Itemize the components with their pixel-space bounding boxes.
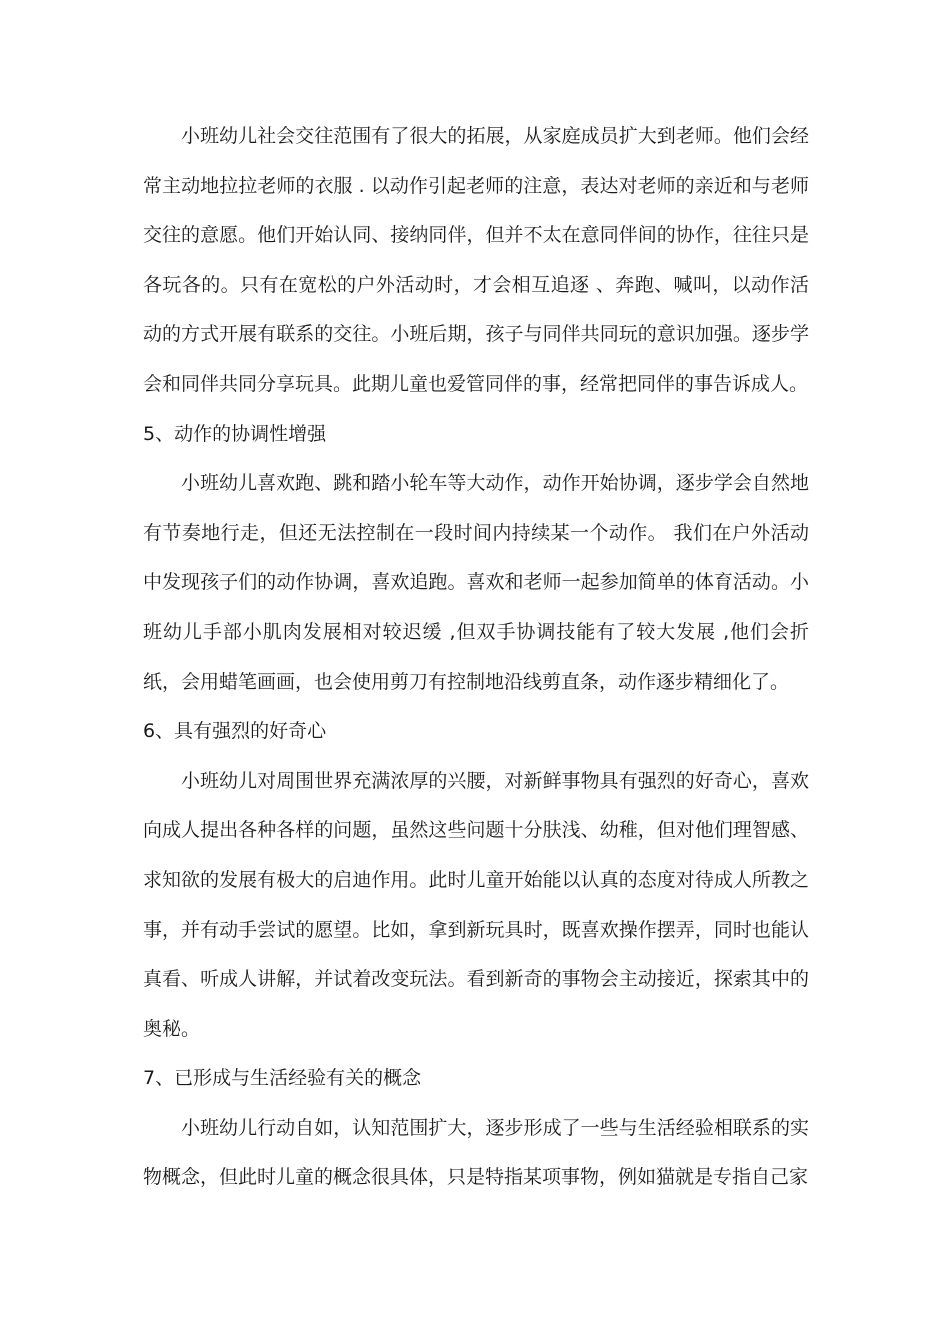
paragraph-curiosity: 小班幼儿对周围世界充满浓厚的兴腰，对新鲜事物具有强烈的好奇心，喜欢向成人提出各种各样的问题，虽然这些问题十分肤浅、幼稚，但对他们理智感、求知欲的发展有极大的启迪作用。此时儿童开始能以认真的态度对待成人所教之事，并有动手尝试的愿望。比如，拿到新玩具时，既喜欢操作摆弄，同时也能认真看、听成人讲解，并试着改变玩法。看到新奇的事物会主动接近，探索其中的奥秘。 (143, 769, 809, 1040)
document-body (143, 112, 809, 1203)
paragraph-concepts: 小班幼儿行动自如，认知范围扩大，逐步形成了一些与生活经验相联系的实物概念，但此时儿童的概念很具体，只是特指某项事物，例如猫就是专指自己家 (143, 1116, 809, 1189)
paragraph-social-interaction: 小班幼儿社会交往范围有了很大的拓展，从家庭成员扩大到老师。他们会经常主动地拉拉老师的衣服 . 以动作引起老师的注意，表达对老师的亲近和与老师交往的意愿。他们开始认同、接纳同伴，但并不太在意同伴间的协作，往往只是各玩各的。只有在宽松的户外活动时，才会相互追逐 、奔跑、喊叫，以动作活动的方式开展有联系的交往。小班后期，孩子与同伴共同玩的意识加强。逐步学会和同伴共同分享玩具。此期儿童也爱管同伴的事，经常把同伴的事告诉成人。 (143, 125, 809, 395)
section-heading-7: 7、已形成与生活经验有关的概念 (143, 1067, 422, 1090)
section-heading-5: 5、动作的协调性增强 (143, 422, 327, 445)
section-heading-6: 6、具有强烈的好奇心 (143, 720, 327, 743)
paragraph-motor-coordination: 小班幼儿喜欢跑、跳和踏小轮车等大动作，动作开始协调，逐步学会自然地有节奏地行走，但还无法控制在一段时间内持续某一个动作。 我们在户外活动中发现孩子们的动作协调，喜欢追跑。喜欢和老师一起参加简单的体育活动。小班幼儿手部小肌肉发展相对较迟缓 ,但双手协调技能有了较大发展 ,他们会折纸，会用蜡笔画画，也会使用剪刀有控制地沿线剪直条，动作逐步精细化了。 (143, 472, 809, 693)
